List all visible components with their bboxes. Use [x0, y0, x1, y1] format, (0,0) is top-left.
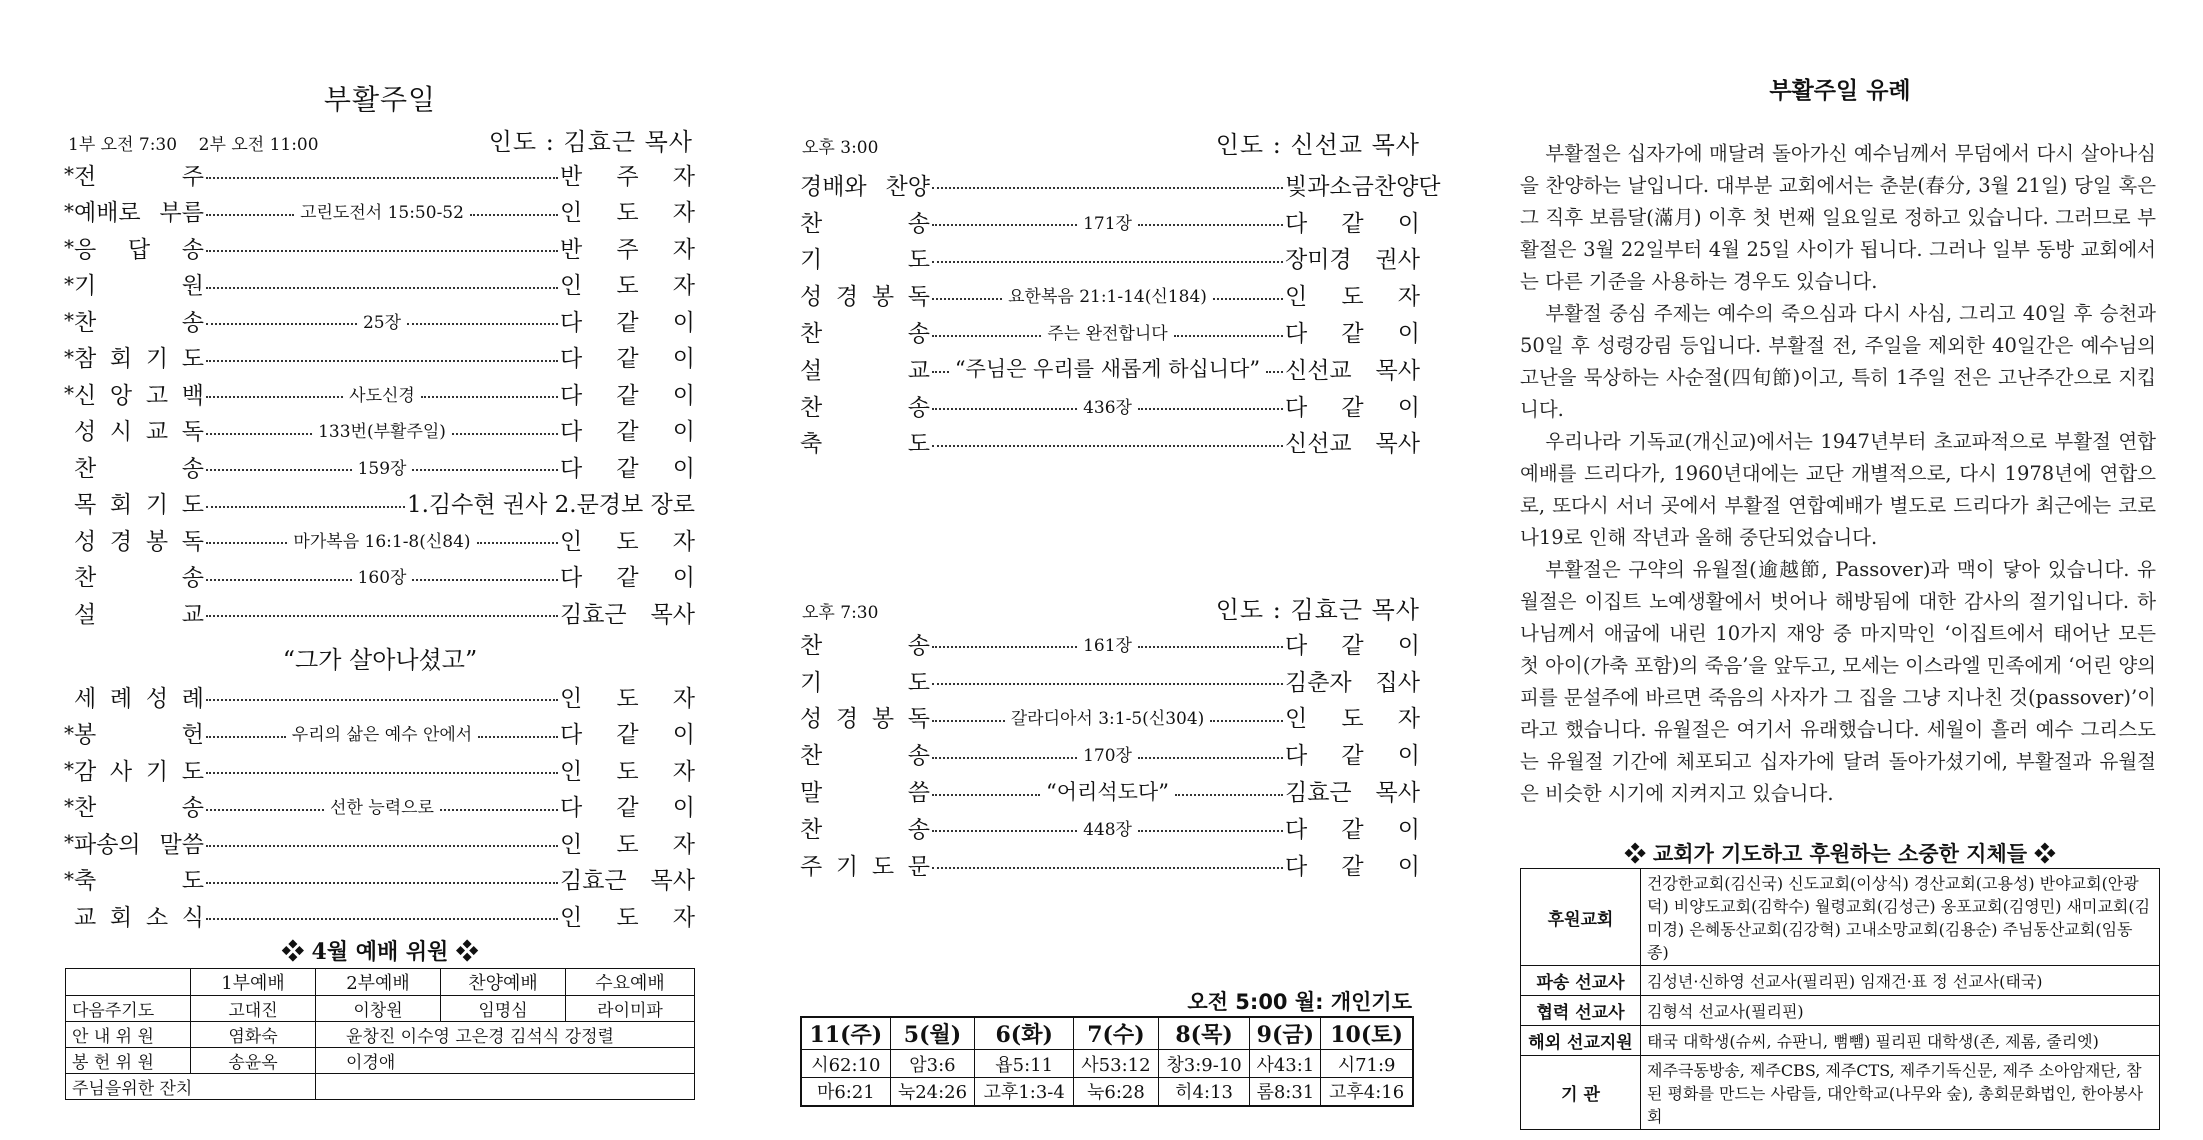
standing-mark: *	[64, 344, 74, 369]
order-detail: 주는 완전합니다	[1047, 324, 1168, 345]
table-row	[66, 996, 695, 1022]
dot-leader	[206, 381, 558, 406]
order-label: 찬 송	[800, 632, 930, 659]
dot-leader	[206, 837, 558, 847]
roles-header-row	[66, 969, 695, 996]
dot-leader	[932, 675, 1283, 685]
order-label: 찬 송	[800, 321, 930, 348]
order-person: 다 같 이	[1285, 816, 1420, 843]
order-row	[60, 751, 695, 788]
dot-leader	[932, 253, 1283, 263]
roles-header-cell	[66, 969, 191, 996]
dot-leader	[206, 169, 558, 179]
dot-leader	[932, 631, 1283, 656]
order-person: 다 같 이	[1285, 853, 1420, 880]
order-row	[800, 166, 1441, 203]
dot-leader	[206, 242, 558, 252]
order-row	[60, 229, 695, 266]
article-body	[1520, 138, 2156, 810]
day-row	[801, 1017, 1413, 1050]
order-person: 다 같 이	[560, 795, 695, 822]
day-cell: 6(화)	[975, 1017, 1074, 1050]
table-row	[66, 1048, 695, 1074]
order-detail: 160장	[357, 568, 407, 589]
order-detail: 159장	[357, 458, 407, 479]
order-row	[800, 699, 1420, 736]
order-detail: 170장	[1083, 746, 1132, 767]
dot-leader	[932, 776, 1283, 806]
pm730-order	[800, 625, 1420, 883]
order-label: 찬 송	[800, 210, 930, 237]
order-person: 인 도 자	[1285, 284, 1420, 311]
order-label: 말 씀	[800, 780, 930, 807]
order-detail: 133번(부활주일)	[318, 422, 446, 443]
order-row	[60, 339, 695, 376]
order-of-service-2	[60, 678, 695, 934]
order-label: 성 경 봉 독	[74, 528, 204, 555]
reading-cell: 눅6:28	[1074, 1078, 1159, 1106]
order-detail: “주님은 우리를 새롭게 하십니다”	[954, 357, 1261, 382]
prayer-note: 오전 5:00 월: 개인기도	[1187, 990, 1412, 1014]
order-row	[60, 715, 695, 752]
order-row	[800, 387, 1420, 424]
dot-leader	[932, 859, 1283, 869]
order-label: 찬 송	[74, 455, 204, 482]
order-detail: 고린도전서 15:50-52	[300, 203, 464, 224]
day-cell: 9(금)	[1250, 1017, 1321, 1050]
order-label: 경배와 찬양	[800, 173, 930, 200]
order-person: 김효근 목사	[1285, 780, 1420, 807]
standing-mark: *	[64, 308, 74, 333]
support-title: ❖ 교회가 기도하고 후원하는 소중한 지체들 ❖	[1624, 841, 2056, 866]
order-label: 설 교	[800, 357, 930, 384]
order-label: 봉 헌	[74, 722, 204, 749]
order-row	[60, 302, 695, 339]
order-person: 다 같 이	[560, 346, 695, 373]
order-label: 기 원	[74, 273, 204, 300]
order-detail: “어리석도다”	[1046, 779, 1169, 804]
dot-leader	[206, 691, 558, 701]
order-detail: 요한복음 21:1-14(신184)	[1008, 287, 1207, 308]
dot-leader	[206, 498, 405, 508]
support-list: 제주극동방송, 제주CBS, 제주CTS, 제주기독신문, 제주 소아암재단, 참된 평화를 만드는 사람들, 대안학교(나무와 숲), 총회문화법인, 한아봉사회	[1641, 1056, 2160, 1130]
page-title: 부활주일	[323, 83, 437, 116]
reading-cell: 롬8:31	[1250, 1078, 1321, 1106]
standing-mark: *	[64, 271, 74, 296]
role-name: 임명심	[441, 996, 566, 1022]
order-label: 예배로 부름	[74, 200, 204, 227]
reading-cell: 시71:9	[1321, 1050, 1413, 1078]
standing-mark: *	[64, 866, 74, 891]
reading-cell: 사53:12	[1074, 1050, 1159, 1078]
order-row	[800, 203, 1420, 240]
order-label: 기 도	[800, 669, 930, 696]
order-label: 응 답 송	[74, 236, 204, 263]
role-name: 라이미파	[566, 996, 695, 1022]
roles-header-cell: 1부예배	[191, 969, 316, 996]
support-list: 태국 대학생(슈씨, 슈판니, 뻠뺌) 필리핀 대학생(존, 제롬, 줄리엣)	[1641, 1026, 2160, 1056]
order-row	[60, 594, 695, 631]
day-cell: 11(주)	[801, 1017, 890, 1050]
dot-leader	[932, 393, 1283, 418]
pm730-leader: 인도 : 김효근 목사	[1215, 596, 1420, 624]
order-label: 성 경 봉 독	[800, 706, 930, 733]
order-row	[800, 809, 1420, 846]
service-times: 1부 오전 7:30 2부 오전 11:00	[68, 135, 319, 155]
order-row	[60, 861, 695, 898]
dot-leader	[206, 417, 558, 442]
support-list: 김성년·신하영 선교사(필리핀) 임재건·표 정 선교사(태국)	[1641, 966, 2160, 996]
order-label: 찬 송	[800, 816, 930, 843]
roles-table	[65, 968, 695, 1100]
order-detail: 171장	[1083, 213, 1132, 234]
order-person: 다 같 이	[1285, 632, 1420, 659]
order-row	[800, 276, 1420, 313]
support-category: 파송 선교사	[1521, 966, 1641, 996]
order-label: 신 앙 고 백	[74, 382, 204, 409]
role-name: 고대진	[191, 996, 316, 1022]
worship-order-column	[60, 0, 700, 1140]
sermon-title: “그가 살아나셨고”	[282, 646, 478, 674]
order-label: 찬 송	[800, 743, 930, 770]
role-label: 봉 헌 위 원	[66, 1048, 191, 1074]
order-detail: 25장	[362, 312, 402, 333]
order-person: 김효근 목사	[560, 601, 695, 628]
role-name: 이경애	[316, 1048, 695, 1074]
order-row	[60, 678, 695, 715]
order-person: 빛과소금찬양단	[1285, 173, 1441, 200]
order-label: 찬 송	[74, 309, 204, 336]
standing-mark: *	[64, 198, 74, 223]
order-detail: 마가복음 16:1-8(신84)	[293, 531, 471, 552]
order-person: 인 도 자	[1285, 706, 1420, 733]
support-list: 김형석 선교사(필리핀)	[1641, 996, 2160, 1026]
order-person: 다 같 이	[1285, 210, 1420, 237]
article-paragraph: 부활절 중심 주제는 예수의 죽으심과 다시 사심, 그리고 40일 후 승천과 50일 후 성령강림 등입니다. 부활절 전, 주일을 제외한 40일간은 예수님의 고난을 묵상하는 사순절(四旬節)이고, 특히 1주일 전은 고난주간으로 지킵니다.	[1520, 302, 2156, 421]
order-label: 목 회 기 도	[74, 492, 204, 519]
order-person: 김효근 목사	[560, 868, 695, 895]
dot-leader	[932, 319, 1283, 344]
dot-leader	[932, 353, 1283, 383]
order-person: 다 같 이	[560, 722, 695, 749]
order-row	[800, 772, 1420, 809]
dot-leader	[206, 720, 558, 745]
order-row	[60, 521, 695, 558]
order-row	[800, 625, 1420, 662]
article-paragraph: 우리나라 기독교(개신교)에서는 1947년부터 초교파적으로 부활절 연합예배를 드리다가, 1960년대에는 교단 개별적으로, 다시 1978년에 연합으로, 또다시 서너 곳에서 부활절 연합예배가 별도로 드리다가 최근에는 코로나19로 인해 작년과 올해 중단되었습니다.	[1520, 430, 2156, 549]
reading-cell: 욥5:11	[975, 1050, 1074, 1078]
reading-cell: 마6:21	[801, 1078, 890, 1106]
order-label: 전 주	[74, 163, 204, 190]
order-label: 교 회 소 식	[74, 904, 204, 931]
order-person: 인 도 자	[560, 904, 695, 931]
order-person: 인 도 자	[560, 200, 695, 227]
dot-leader	[206, 607, 558, 617]
order-label: 성 시 교 독	[74, 419, 204, 446]
order-of-service	[60, 156, 695, 631]
order-label: 설 교	[74, 601, 204, 628]
dot-leader	[206, 563, 558, 588]
standing-mark: *	[64, 793, 74, 818]
easter-origin-column	[1520, 0, 2160, 1140]
order-person: 다 같 이	[560, 382, 695, 409]
roles-header-cell: 2부예배	[316, 969, 441, 996]
table-row	[66, 1022, 695, 1048]
dot-leader	[206, 352, 558, 362]
order-row	[800, 424, 1420, 461]
support-category: 해외 선교지원	[1521, 1026, 1641, 1056]
service-header	[68, 122, 693, 157]
table-row	[1521, 966, 2160, 996]
order-label: 찬 송	[74, 795, 204, 822]
standing-mark: *	[64, 757, 74, 782]
dot-leader	[932, 437, 1283, 447]
reading-cell: 시62:10	[801, 1050, 890, 1078]
order-person: 다 같 이	[560, 455, 695, 482]
order-label: 파송의 말씀	[74, 831, 204, 858]
dot-leader	[206, 764, 558, 774]
order-person: 다 같 이	[1285, 321, 1420, 348]
reading-cell: 고후1:3-4	[975, 1078, 1074, 1106]
order-person: 1.김수현 권사 2.문경보 장로	[406, 492, 695, 519]
article-paragraph: 부활절은 구약의 유월절(逾越節, Passover)과 맥이 닿아 있습니다. 유월절은 이집트 노예생활에서 벗어나 해방됨에 대한 감사의 절기입니다. 하나님께서 애굽에 내린 10가지 재앙 중 마지막인 ‘이집트에서 태어난 모든 첫 아이(가축 포함)의 죽음’을 앞두고, 모세는 이스라엘 민족에게 ‘어린 양의 피를 문설주에 바르면 죽음의 사자가 그 집을 그냥 지나친 것(passover)’이라고 했습니다. 유월절은 여기서 유래했습니다. 세월이 흘러 예수 그리스도는 유월절 기간에 체포되고 십자가에 달려 돌아가셨기에, 부활절과 유월절은 비슷한 시기에 지켜지고 있습니다.	[1520, 558, 2156, 805]
pm730-header	[802, 590, 1420, 625]
order-label: 축 도	[800, 431, 930, 458]
order-detail: 436장	[1083, 397, 1132, 418]
pm3-leader: 인도 : 신선교 목사	[1215, 131, 1420, 159]
order-detail: 선한 능력으로	[330, 798, 434, 819]
order-row	[60, 448, 695, 485]
order-row	[800, 662, 1420, 699]
afternoon-service-column	[800, 0, 1441, 1140]
order-label: 기 도	[800, 247, 930, 274]
order-person: 신선교 목사	[1285, 431, 1420, 458]
support-category: 협력 선교사	[1521, 996, 1641, 1026]
order-person: 신선교 목사	[1285, 357, 1420, 384]
support-table	[1520, 868, 2160, 1130]
order-row	[800, 240, 1420, 277]
article-title: 부활주일 유례	[1769, 77, 1911, 104]
dot-leader	[206, 279, 558, 289]
roles-title: ❖ 4월 예배 위원 ❖	[281, 939, 479, 965]
dot-leader	[932, 741, 1283, 766]
support-list: 건강한교회(김신국) 신도교회(이상식) 경산교회(고용성) 반야교회(안광덕) 비양도교회(김학수) 월령교회(김성근) 옹포교회(김영민) 새미교회(김미경) 은혜동산교회(김강혁) 고내소망교회(김용순) 주님동산교회(임동종)	[1641, 869, 2160, 966]
dot-leader	[206, 454, 558, 479]
order-row	[60, 156, 695, 193]
order-person: 인 도 자	[560, 528, 695, 555]
order-person: 인 도 자	[560, 273, 695, 300]
order-label: 감 사 기 도	[74, 758, 204, 785]
order-person: 인 도 자	[560, 831, 695, 858]
order-person: 반 주 자	[560, 236, 695, 263]
order-person: 인 도 자	[560, 685, 695, 712]
service-leader: 인도 : 김효근 목사	[488, 128, 693, 156]
dot-leader	[206, 527, 558, 552]
order-row	[60, 375, 695, 412]
order-detail: 우리의 삶은 예수 안에서	[291, 725, 473, 746]
reading-cell: 창3:9-10	[1158, 1050, 1250, 1078]
pm730-time: 오후 7:30	[802, 603, 879, 623]
table-row	[66, 1074, 695, 1100]
order-row	[60, 266, 695, 303]
standing-mark: *	[64, 830, 74, 855]
support-category: 기 관	[1521, 1056, 1641, 1130]
reading-row	[801, 1050, 1413, 1078]
role-name: 염화숙	[191, 1022, 316, 1048]
order-row	[800, 350, 1420, 387]
role-name: 윤창진 이수영 고은경 김석식 강정렬	[316, 1022, 695, 1048]
order-row	[800, 735, 1420, 772]
roles-header-cell: 수요예배	[566, 969, 695, 996]
order-label: 찬 송	[800, 394, 930, 421]
order-row	[800, 846, 1420, 883]
order-person: 다 같 이	[1285, 394, 1420, 421]
order-row	[60, 412, 695, 449]
table-row	[1521, 869, 2160, 966]
roles-header-cell: 찬양예배	[441, 969, 566, 996]
order-row	[60, 558, 695, 595]
order-person: 다 같 이	[560, 419, 695, 446]
role-label: 주님을위한 잔치	[66, 1074, 316, 1100]
day-cell: 7(수)	[1074, 1017, 1159, 1050]
reading-cell: 히4:13	[1158, 1078, 1250, 1106]
dot-leader	[206, 874, 558, 884]
bible-reading-table	[800, 1016, 1414, 1107]
reading-cell: 고후4:16	[1321, 1078, 1413, 1106]
order-label: 찬 송	[74, 565, 204, 592]
order-person: 김춘자 집사	[1285, 669, 1420, 696]
table-row	[1521, 996, 2160, 1026]
order-row	[60, 897, 695, 934]
order-person: 다 같 이	[560, 565, 695, 592]
reading-row	[801, 1078, 1413, 1106]
dot-leader	[206, 198, 558, 223]
dot-leader	[932, 704, 1283, 729]
order-label: 성 경 봉 독	[800, 284, 930, 311]
order-detail: 161장	[1083, 635, 1132, 656]
role-empty	[316, 1074, 695, 1100]
role-name: 이창원	[316, 996, 441, 1022]
day-cell: 5(월)	[890, 1017, 975, 1050]
dot-leader	[932, 209, 1283, 234]
dot-leader	[932, 179, 1283, 189]
article-paragraph: 부활절은 십자가에 매달려 돌아가신 예수님께서 무덤에서 다시 살아나심을 찬양하는 날입니다. 대부분 교회에서는 춘분(春分, 3월 21일) 당일 혹은 그 직후 보름달(滿月) 이후 첫 번째 일요일로 정하고 있습니다. 그러므로 부활절은 3월 22일부터 4월 25일 사이가 됩니다. 그러나 일부 동방 교회에서는 다른 기준을 사용하는 경우도 있습니다.	[1520, 142, 2156, 293]
role-label: 안 내 위 원	[66, 1022, 191, 1048]
pm3-order	[800, 166, 1441, 460]
order-label: 주 기 도 문	[800, 853, 930, 880]
dot-leader	[206, 910, 558, 920]
support-category: 후원교회	[1521, 869, 1641, 966]
dot-leader	[206, 793, 558, 818]
order-detail: 448장	[1083, 819, 1132, 840]
order-row	[60, 485, 695, 522]
dot-leader	[932, 815, 1283, 840]
order-label: 축 도	[74, 868, 204, 895]
reading-cell: 눅24:26	[890, 1078, 975, 1106]
reading-cell: 사43:1	[1250, 1050, 1321, 1078]
order-row	[800, 313, 1420, 350]
dot-leader	[206, 308, 558, 333]
dot-leader	[932, 282, 1283, 307]
order-row	[60, 824, 695, 861]
standing-mark: *	[64, 162, 74, 187]
standing-mark: *	[64, 381, 74, 406]
order-row	[60, 193, 695, 230]
role-name: 송윤옥	[191, 1048, 316, 1074]
order-detail: 사도신경	[349, 385, 415, 406]
standing-mark: *	[64, 720, 74, 745]
order-person: 인 도 자	[560, 758, 695, 785]
order-person: 다 같 이	[1285, 743, 1420, 770]
day-cell: 10(토)	[1321, 1017, 1413, 1050]
order-label: 참 회 기 도	[74, 346, 204, 373]
day-cell: 8(목)	[1158, 1017, 1250, 1050]
order-detail: 갈라디아서 3:1-5(신304)	[1010, 709, 1205, 730]
table-row	[1521, 1056, 2160, 1130]
order-person: 반 주 자	[560, 163, 695, 190]
order-label: 세 례 성 례	[74, 685, 204, 712]
pm3-header	[802, 125, 1420, 160]
table-row	[1521, 1026, 2160, 1056]
role-label: 다음주기도	[66, 996, 191, 1022]
order-person: 장미경 권사	[1285, 247, 1420, 274]
standing-mark: *	[64, 235, 74, 260]
order-row	[60, 788, 695, 825]
reading-cell: 암3:6	[890, 1050, 975, 1078]
order-person: 다 같 이	[560, 309, 695, 336]
pm3-time: 오후 3:00	[802, 138, 879, 158]
